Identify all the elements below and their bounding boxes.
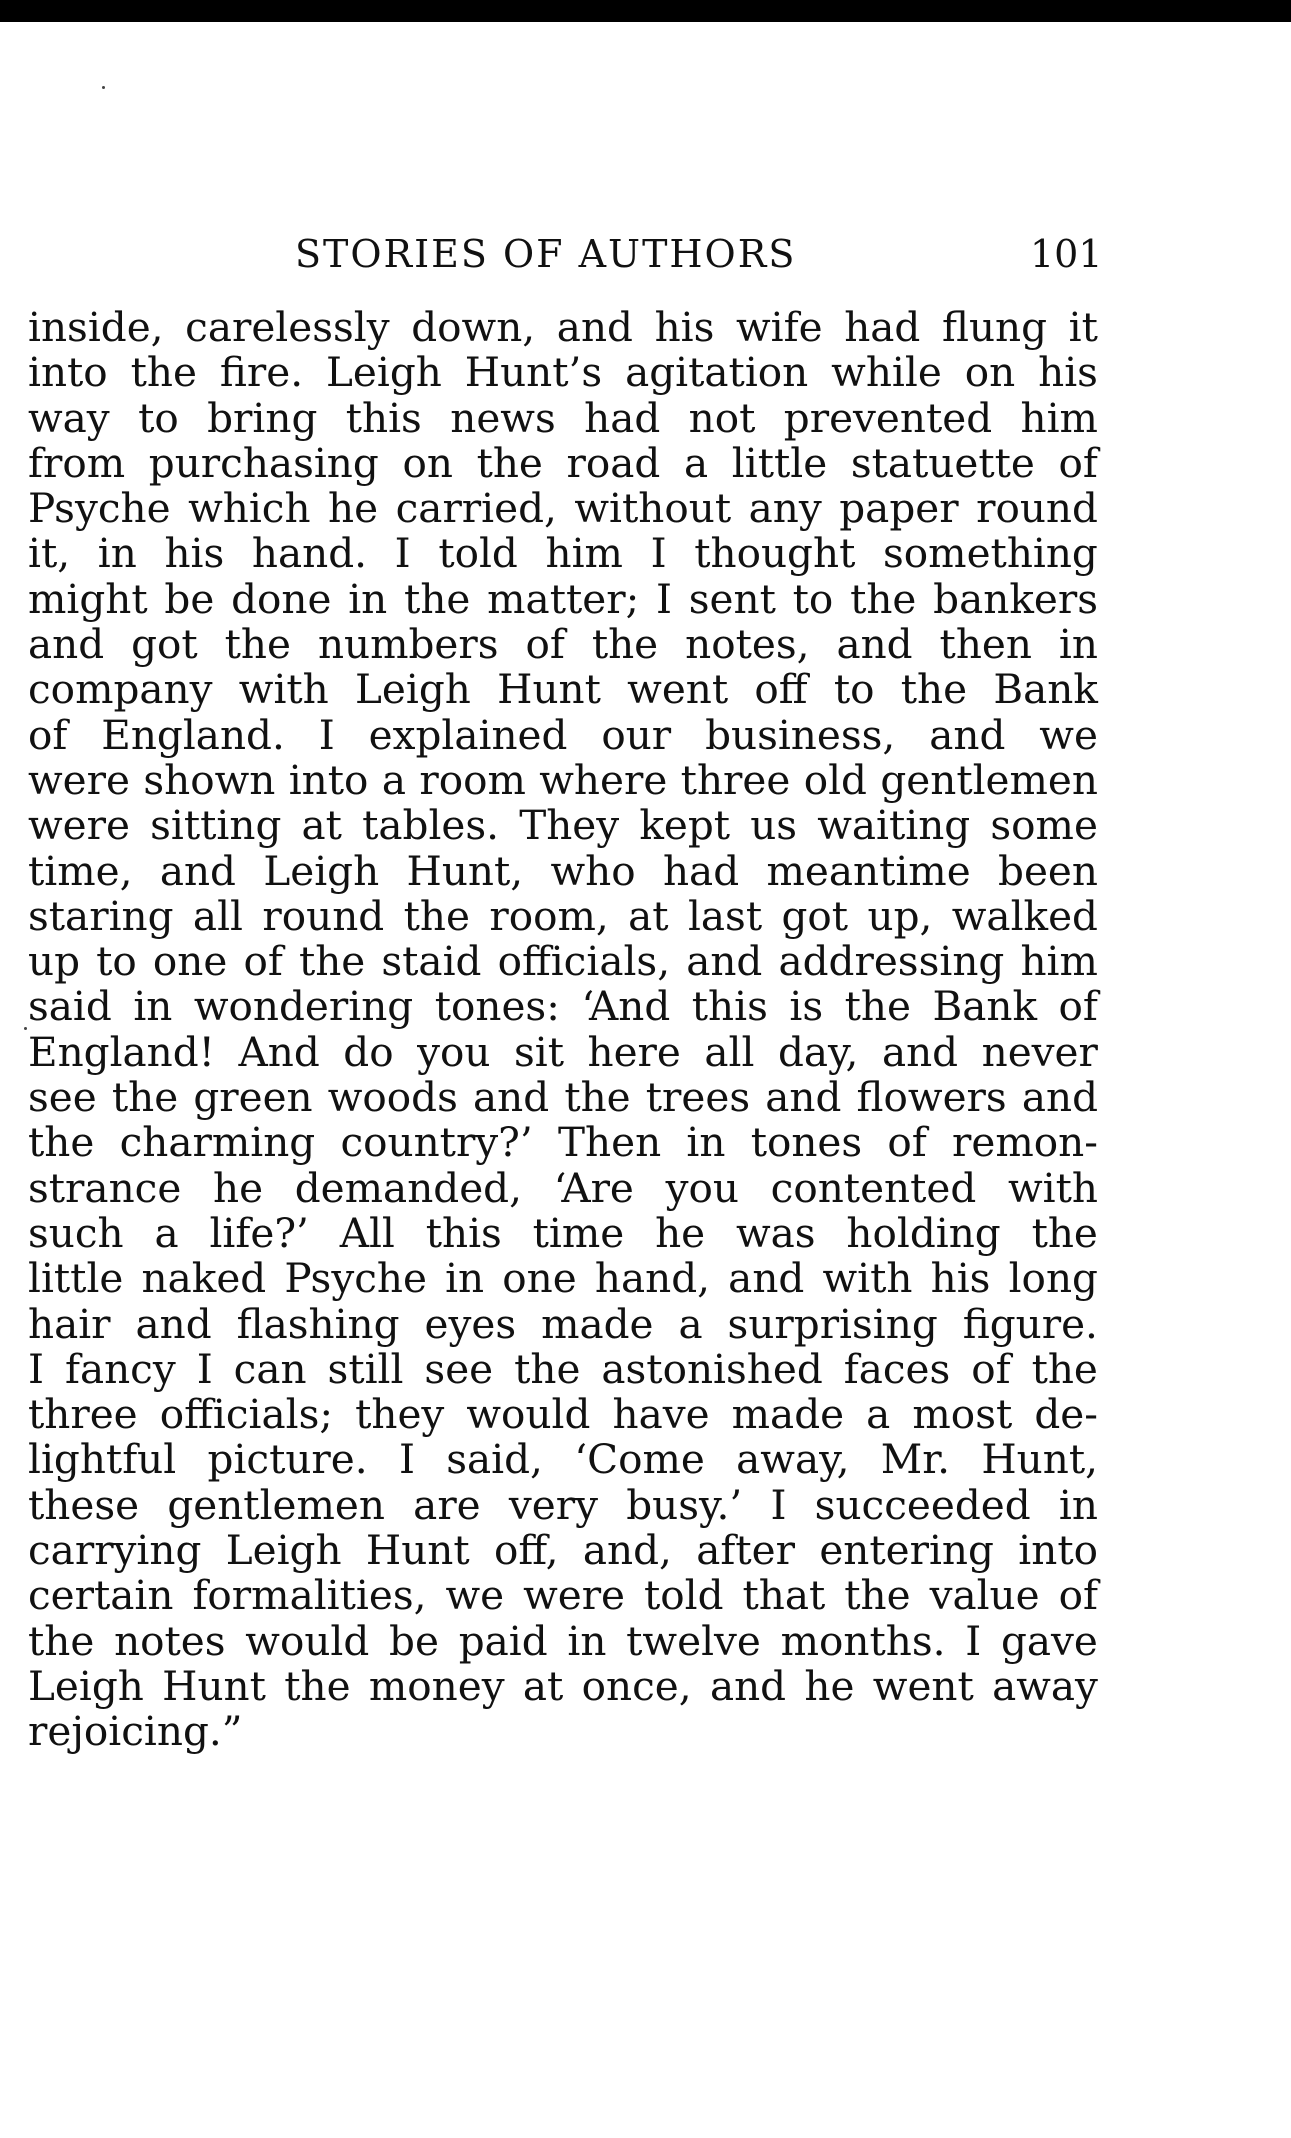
text-line: Leigh Hunt the money at once, and he went away bbox=[28, 1661, 1098, 1710]
text-line: little naked Psyche in one hand, and with his long bbox=[28, 1254, 1098, 1303]
text-line: into the fire. Leigh Hunt’s agitation while on his bbox=[28, 348, 1098, 397]
text-line: England! And do you sit here all day, and never bbox=[28, 1027, 1098, 1076]
text-line: carrying Leigh Hunt off, and, after entering into bbox=[28, 1526, 1098, 1575]
text-line: way to bring this news had not prevented him bbox=[28, 393, 1098, 442]
text-line: and got the numbers of the notes, and then in bbox=[28, 620, 1098, 669]
text-line: three officials; they would have made a most de- bbox=[28, 1390, 1098, 1439]
text-line: said in wondering tones: ‘And this is the Bank of bbox=[28, 982, 1098, 1031]
text-line: see the green woods and the trees and flowers and bbox=[28, 1073, 1098, 1122]
text-line: were shown into a room where three old gentlemen bbox=[28, 755, 1098, 804]
top-border bbox=[0, 0, 1291, 22]
body-text bbox=[28, 305, 1098, 1755]
page-number: 101 bbox=[1030, 232, 1103, 276]
text-line: hair and flashing eyes made a surprising figure. bbox=[28, 1299, 1098, 1348]
text-line: lightful picture. I said, ‘Come away, Mr. Hunt, bbox=[28, 1435, 1098, 1484]
running-head: STORIES OF AUTHORS bbox=[295, 232, 797, 276]
text-line: might be done in the matter; I sent to the bankers bbox=[28, 574, 1098, 623]
text-line: strance he demanded, ‘Are you contented with bbox=[28, 1163, 1098, 1212]
text-line: of England. I explained our business, and we bbox=[28, 710, 1098, 759]
print-speck bbox=[24, 1027, 27, 1030]
text-line: were sitting at tables. They kept us waiting some bbox=[28, 801, 1098, 850]
text-line: rejoicing.” bbox=[28, 1707, 243, 1756]
text-line: Psyche which he carried, without any paper round bbox=[28, 484, 1098, 533]
text-line: staring all round the room, at last got up, walked bbox=[28, 891, 1098, 940]
print-speck bbox=[102, 86, 105, 89]
text-line: it, in his hand. I told him I thought something bbox=[28, 529, 1098, 578]
text-line: time, and Leigh Hunt, who had meantime been bbox=[28, 846, 1098, 895]
text-line: the notes would be paid in twelve months. I gave bbox=[28, 1616, 1098, 1665]
text-line: certain formalities, we were told that the value of bbox=[28, 1571, 1098, 1620]
text-line: the charming country?’ Then in tones of remon- bbox=[28, 1118, 1098, 1167]
text-line: company with Leigh Hunt went off to the Bank bbox=[28, 665, 1098, 714]
text-line: from purchasing on the road a little statuette of bbox=[28, 438, 1098, 487]
text-line: I fancy I can still see the astonished faces of the bbox=[28, 1344, 1098, 1393]
text-line: these gentlemen are very busy.’ I succeeded in bbox=[28, 1480, 1098, 1529]
text-line: inside, carelessly down, and his wife had flung it bbox=[28, 303, 1098, 351]
text-line: such a life?’ All this time he was holding the bbox=[28, 1208, 1098, 1257]
text-line: up to one of the staid officials, and addressing him bbox=[28, 937, 1098, 986]
page-header bbox=[0, 232, 1291, 292]
